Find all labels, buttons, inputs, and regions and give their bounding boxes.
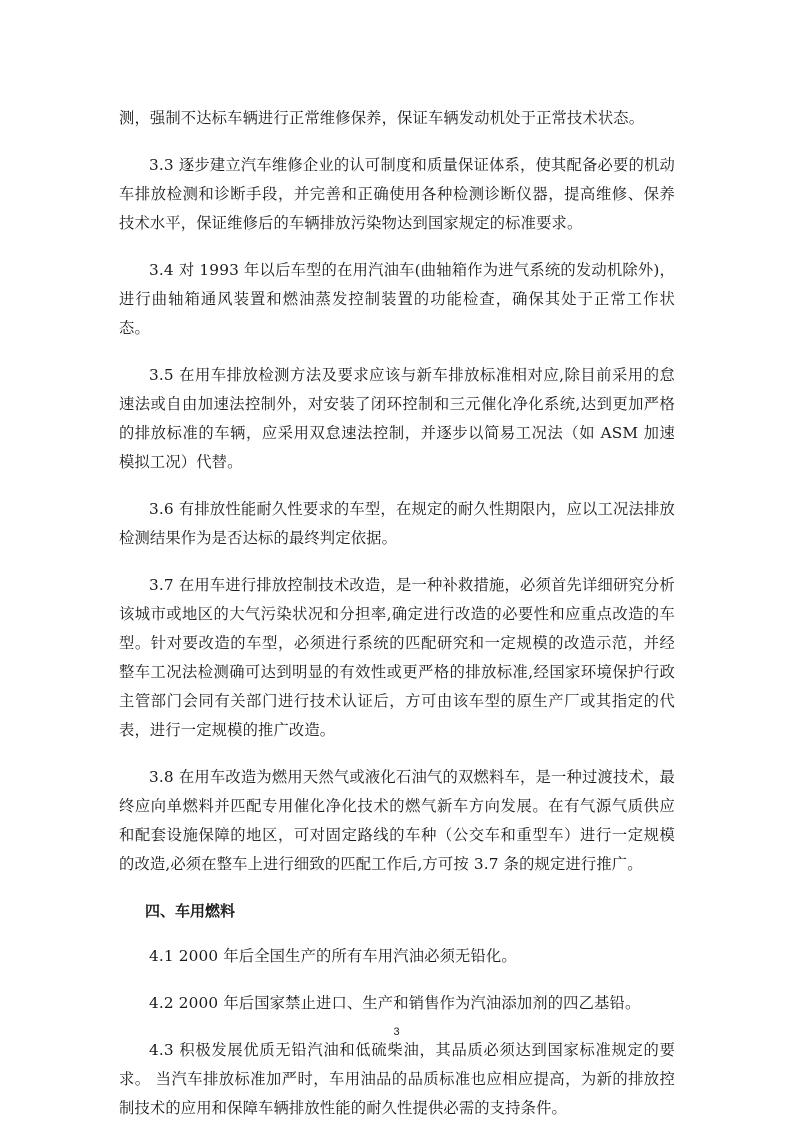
document-body	[119, 104, 675, 1141]
paragraph-4-3: 4.3 积极发展优质无铅汽油和低硫柴油，其品质必须达到国家标准规定的要求。 当汽车排放标准加严时，车用油品的品质标准也应相应提高，为新的排放控制技术的应用和保障车辆排放性能的耐久性提供必需的支持条件。	[119, 1041, 675, 1117]
paragraph-3-5: 3.5 在用车排放检测方法及要求应该与新车排放标准相对应,除目前采用的怠速法或自由加速法控制外，对安装了闭环控制和三元催化净化系统,达到更加严格的排放标准的车辆，应采用双怠速法控制，并逐步以简易工况法（如 ASM 加速模拟工况）代替。	[119, 366, 675, 471]
paragraph-continued: 测，强制不达标车辆进行正常维修保养，保证车辆发动机处于正常技术状态。	[119, 109, 645, 127]
paragraph-3-7: 3.7 在用车进行排放控制技术改造，是一种补救措施，必须首先详细研究分析该城市或地区的大气污染状况和分担率,确定进行改造的必要性和应重点改造的车型。针对要改造的车型，必须进行系统的匹配研究和一定规模的改造示范，并经整车工况法检测确可达到明显的有效性或更严格的排放标准,经国家环境保护行政主管部门会同有关部门进行技术认证后，方可由该车型的原生产厂或其指定的代表，进行一定规模的推广改造。	[119, 576, 675, 739]
paragraph-3-6: 3.6 有排放性能耐久性要求的车型，在规定的耐久性期限内，应以工况法排放检测结果作为是否达标的最终判定依据。	[119, 500, 675, 547]
paragraph-3-4: 3.4 对 1993 年以后车型的在用汽油车(曲轴箱作为进气系统的发动机除外)，进行曲轴箱通风装置和燃油蒸发控制装置的功能检查，确保其处于正常工作状态。	[119, 261, 675, 337]
paragraph-3-8: 3.8 在用车改造为燃用天然气或液化石油气的双燃料车，是一种过渡技术，最终应向单燃料并匹配专用催化净化技术的燃气新车方向发展。在有气源气质供应和配套设施保障的地区，可对固定路线的车种（公交车和重型车）进行一定规模的改造,必须在整车上进行细致的匹配工作后,方可按 3.7 条的规定进行推广。	[119, 768, 675, 873]
paragraph-3-3: 3.3 逐步建立汽车维修企业的认可制度和质量保证体系，使其配备必要的机动车排放检测和诊断手段，并完善和正确使用各种检测诊断仪器，提高维修、保养技术水平，保证维修后的车辆排放污染物达到国家规定的标准要求。	[119, 156, 675, 232]
page-number: 3	[393, 1026, 400, 1038]
section-heading-vehicle-fuel: 四、车用燃料	[145, 902, 236, 920]
paragraph-4-1: 4.1 2000 年后全国生产的所有车用汽油必须无铅化。	[149, 947, 517, 965]
paragraph-4-2: 4.2 2000 年后国家禁止进口、生产和销售作为汽油添加剂的四乙基铅。	[149, 994, 641, 1012]
